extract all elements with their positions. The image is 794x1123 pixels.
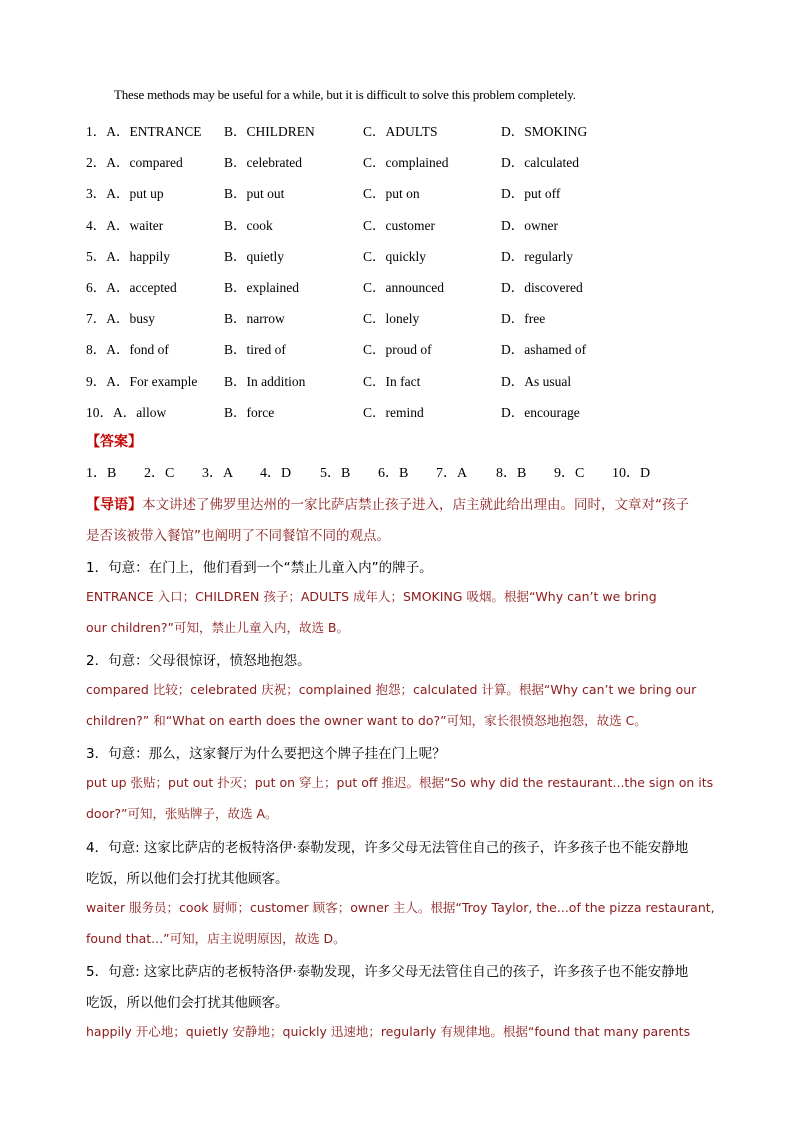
question-row [86, 370, 726, 390]
passage-last-sentence: These methods may be useful for a while, but it is difficult to solve this problem completely. [114, 87, 576, 102]
explanation-meaning-line: 3．句意：那么，这家餐厅为什么要把这个牌子挂在门上呢？ [86, 746, 446, 762]
option-d: D．put off [501, 186, 561, 202]
option-c: C．customer [363, 217, 435, 233]
option-d: D．encourage [501, 404, 580, 420]
answer-item: 5．B [320, 466, 351, 481]
question-row [86, 214, 726, 234]
option-a: 8．A．fond of [86, 342, 169, 358]
option-a: 10．A．allow [86, 404, 167, 420]
explanation-detail-line: ENTRANCE 入口；CHILDREN 孩子；ADULTS 成年人；SMOKING 吸烟。根据“Why can’t we bring [86, 589, 657, 604]
answer-item: 7．A [436, 466, 468, 481]
option-a: 2．A．compared [86, 155, 183, 171]
answer-item: 1．B [86, 466, 117, 481]
option-b: B．In addition [224, 373, 306, 389]
question-row [86, 401, 726, 421]
option-b: B．cook [224, 217, 273, 233]
option-a: 5．A．happily [86, 248, 170, 264]
guide-line-2: 是否该被带入餐馆”也阐明了不同餐馆不同的观点。 [86, 528, 390, 544]
answer-item: 6．B [378, 466, 409, 481]
explanation-detail-line: waiter 服务员；cook 厨师；customer 顾客；owner 主人。根据“Troy Taylor, the...of the pizza restaurant, [86, 900, 715, 915]
option-b: B．explained [224, 280, 299, 295]
option-d: D．SMOKING [501, 124, 588, 139]
answer-item: 3．A [202, 466, 234, 481]
guide-text: 本文讲述了佛罗里达州的一家比萨店禁止孩子进入，店主就此给出理由。同时，文章对“孩子 [142, 497, 689, 513]
option-d: D．discovered [501, 280, 583, 295]
option-c: C．announced [363, 280, 444, 295]
option-c: C．complained [363, 155, 449, 171]
answer-item: 10．D [612, 466, 651, 481]
explanation-meaning-line: 4．句意: 这家比萨店的老板特洛伊·泰勒发现，许多父母无法管住自己的孩子，许多孩子也不能安静地 [86, 840, 689, 856]
option-c: C．In fact [363, 373, 421, 389]
option-c: C．put on [363, 186, 420, 202]
answer-item: 2．C [144, 466, 175, 481]
option-a: 4．A．waiter [86, 217, 164, 233]
option-a: 6．A．accepted [86, 280, 177, 295]
guide-line-1 [86, 493, 689, 514]
option-b: B．quietly [224, 248, 284, 264]
explanation-detail-line: happily 开心地；quietly 安静地；quickly 迅速地；regularly 有规律地。根据“found that many parents [86, 1024, 691, 1039]
option-c: C．ADULTS [363, 124, 438, 139]
option-d: D．ashamed of [501, 342, 587, 358]
answer-heading: 【答案】 [86, 434, 142, 450]
question-row [86, 307, 726, 327]
option-c: C．quickly [363, 248, 426, 264]
option-c: C．remind [363, 404, 424, 420]
explanation-detail-line: children?” 和“What on earth does the owner want to do?”可知，家长很愤怒地抱怨，故选 C。 [86, 713, 647, 728]
option-c: C．lonely [363, 311, 420, 327]
question-row [86, 245, 726, 265]
option-b: B．force [224, 404, 275, 420]
explanation-detail-line: found that...”可知，店主说明原因，故选 D。 [86, 931, 346, 946]
option-b: B．put out [224, 186, 285, 202]
explanation-meaning-line: 5．句意: 这家比萨店的老板特洛伊·泰勒发现，许多父母无法管住自己的孩子，许多孩子也不能安静地 [86, 964, 689, 980]
option-d: D．As usual [501, 373, 572, 389]
question-row [86, 151, 726, 171]
answer-key-row [86, 462, 726, 482]
guide-label: 【导语】 [86, 497, 142, 513]
option-b: B．narrow [224, 311, 285, 327]
option-d: D．calculated [501, 155, 579, 171]
answer-item: 9．C [554, 466, 585, 481]
explanation-meaning-line: 2．句意：父母很惊讶，愤怒地抱怨。 [86, 653, 311, 669]
question-row [86, 120, 726, 140]
explanation-meaning-line: 1．句意：在门上，他们看到一个“禁止儿童入内”的牌子。 [86, 560, 433, 576]
answer-item: 8．B [496, 466, 527, 481]
option-a: 1．A．ENTRANCE [86, 124, 202, 139]
option-b: B．CHILDREN [224, 124, 315, 139]
option-c: C．proud of [363, 342, 432, 358]
explanation-detail-line: our children?”可知，禁止儿童入内，故选 B。 [86, 620, 349, 635]
question-row [86, 182, 726, 202]
option-a: 7．A．busy [86, 311, 156, 327]
question-row [86, 338, 726, 358]
explanation-detail-line: door?”可知，张贴牌子，故选 A。 [86, 806, 278, 821]
option-b: B．celebrated [224, 155, 302, 171]
option-a: 9．A．For example [86, 373, 198, 389]
option-b: B．tired of [224, 342, 286, 358]
explanation-meaning-line: 吃饭，所以他们会打扰其他顾客。 [86, 871, 289, 887]
answer-item: 4．D [260, 466, 292, 481]
question-row [86, 276, 726, 296]
option-d: D．regularly [501, 248, 573, 264]
option-d: D．owner [501, 217, 558, 233]
option-d: D．free [501, 311, 546, 327]
explanation-meaning-line: 吃饭，所以他们会打扰其他顾客。 [86, 995, 289, 1011]
explanation-detail-line: compared 比较；celebrated 庆祝；complained 抱怨；calculated 计算。根据“Why can’t we bring our [86, 682, 697, 697]
option-a: 3．A．put up [86, 186, 164, 202]
explanation-detail-line: put up 张贴；put out 扑灭；put on 穿上；put off 推迟。根据“So why did the restaurant...the sign on its [86, 775, 714, 790]
